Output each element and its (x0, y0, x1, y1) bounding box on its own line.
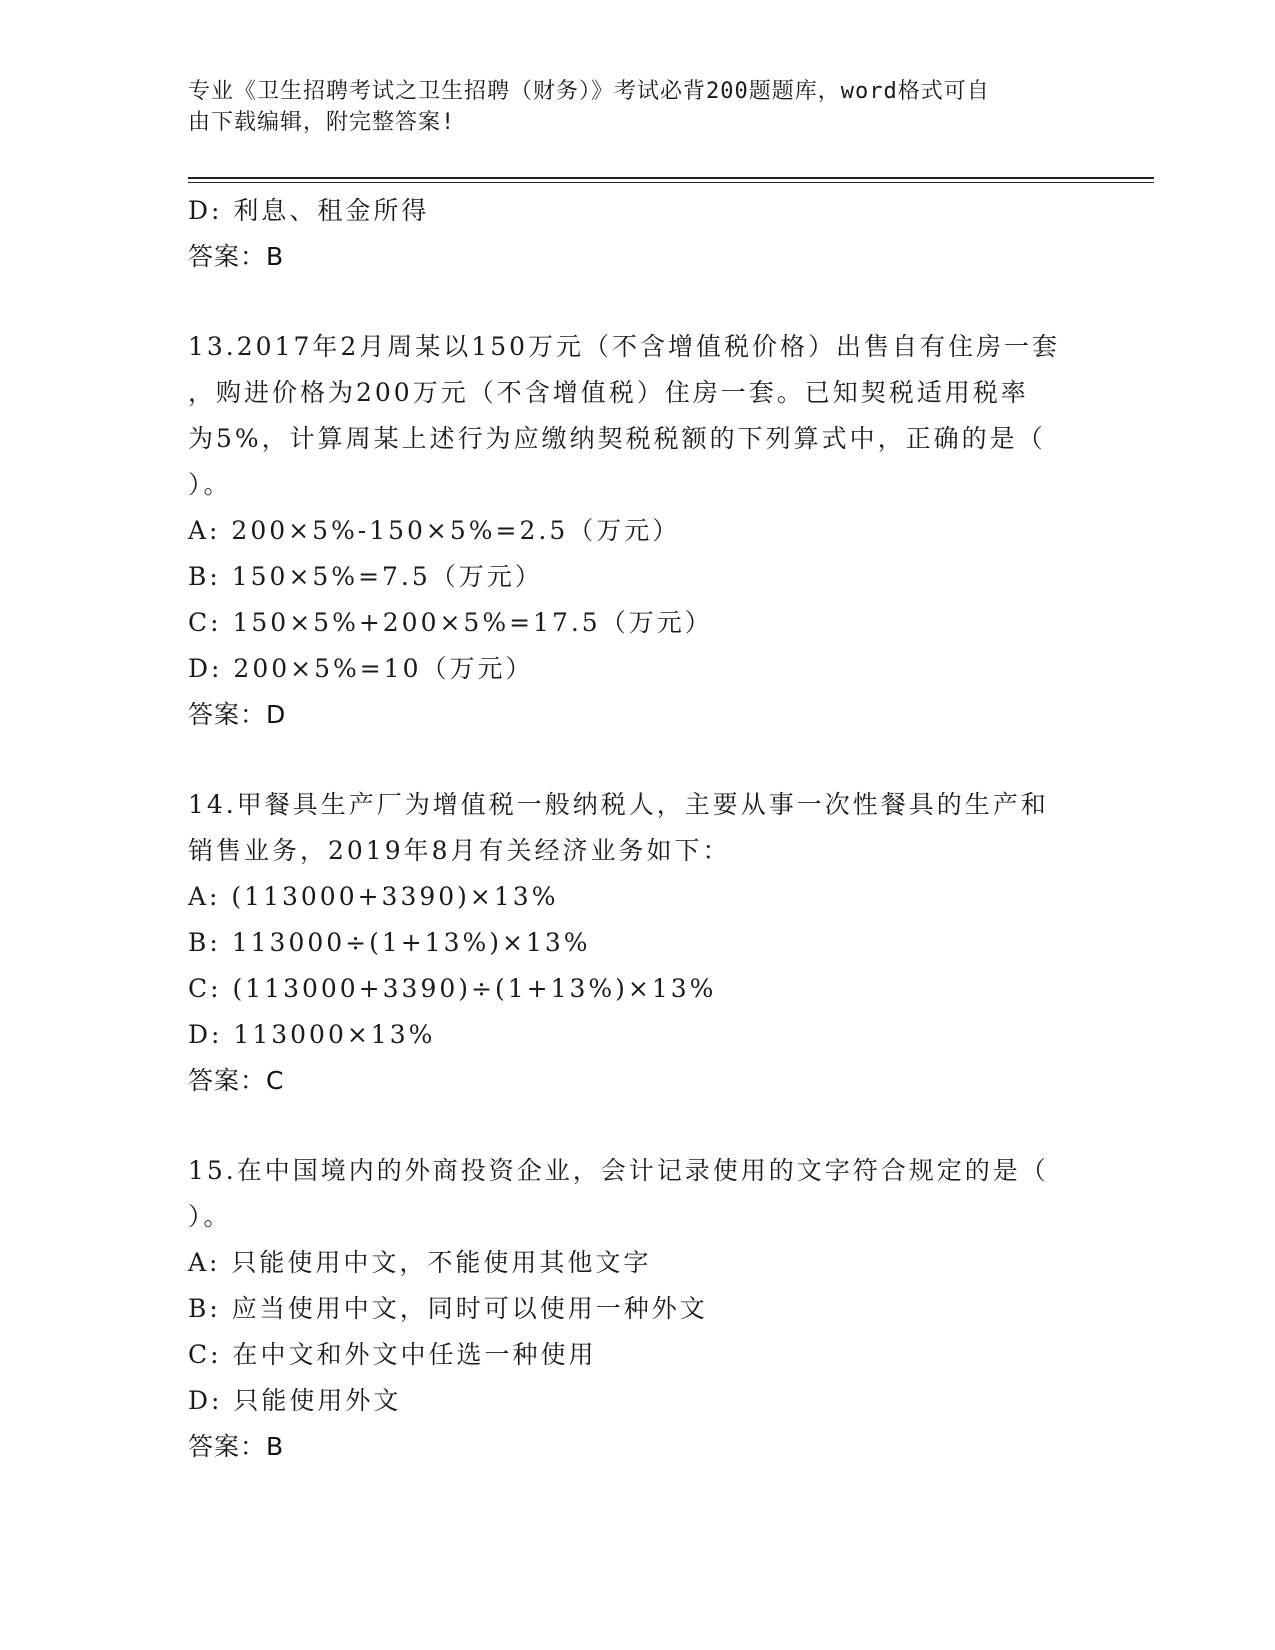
option-d: D: 利息、租金所得 (188, 196, 430, 225)
question-list (188, 188, 1088, 1470)
question-12-tail (188, 188, 1088, 280)
option-a: A: 200×5%-150×5%=2.5（万元） (188, 516, 681, 545)
question-stem-line: 15.在中国境内的外商投资企业，会计记录使用的文字符合规定的是（ (188, 1156, 1049, 1185)
document-header (188, 76, 1068, 138)
option-a: A: (113000+3390)×13% (188, 882, 559, 911)
answer-line: 答案：B (188, 242, 285, 271)
option-b: B: 150×5%=7.5（万元） (188, 562, 543, 591)
header-line-1: 专业《卫生招聘考试之卫生招聘（财务）》考试必背200题题库，word格式可自 (188, 79, 990, 104)
option-b: B: 应当使用中文，同时可以使用一种外文 (188, 1294, 708, 1323)
question-stem-line: ）。 (188, 470, 232, 499)
option-c: C: 150×5%+200×5%=17.5（万元） (188, 608, 713, 637)
answer-line: 答案：B (188, 1432, 285, 1461)
option-c: C: (113000+3390)÷(1+13%)×13% (188, 974, 717, 1003)
header-divider-thick (188, 177, 1154, 179)
option-a: A: 只能使用中文，不能使用其他文字 (188, 1248, 652, 1277)
option-d: D: 113000×13% (188, 1020, 436, 1049)
question-stem-line: 14.甲餐具生产厂为增值税一般纳税人，主要从事一次性餐具的生产和 (188, 790, 1049, 819)
answer-line: 答案：D (188, 700, 287, 729)
header-line-2: 由下载编辑，附完整答案! (188, 110, 456, 135)
option-c: C: 在中文和外文中任选一种使用 (188, 1340, 597, 1369)
question-stem-line: 13.2017年2月周某以150万元（不含增值税价格）出售自有住房一套 (188, 332, 1061, 361)
spacer (188, 738, 1088, 782)
spacer (188, 280, 1088, 324)
question-stem-line: 销售业务，2019年8月有关经济业务如下： (188, 836, 731, 865)
spacer (188, 1104, 1088, 1148)
question-15 (188, 1148, 1088, 1470)
question-stem-line: ）。 (188, 1202, 232, 1231)
question-stem-line: ，购进价格为200万元（不含增值税）住房一套。已知契税适用税率 (188, 378, 1029, 407)
option-d: D: 200×5%=10（万元） (188, 654, 534, 683)
header-divider-thin (188, 182, 1154, 183)
question-14 (188, 782, 1088, 1104)
option-d: D: 只能使用外文 (188, 1386, 402, 1415)
question-13 (188, 324, 1088, 738)
question-stem-line: 为5%，计算周某上述行为应缴纳契税税额的下列算式中，正确的是（ (188, 424, 1046, 453)
answer-line: 答案：C (188, 1066, 285, 1095)
option-b: B: 113000÷(1+13%)×13% (188, 928, 591, 957)
